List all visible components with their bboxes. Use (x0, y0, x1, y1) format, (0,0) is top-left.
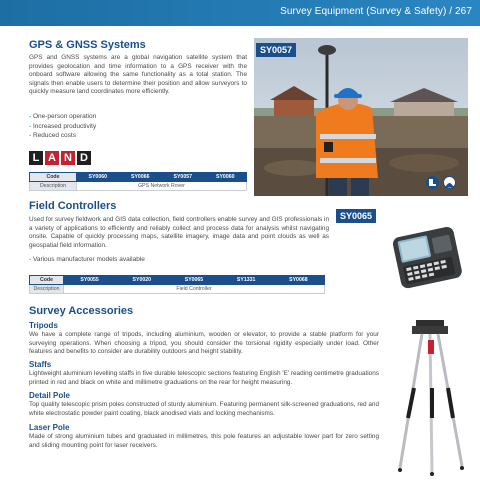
product-description: GPS Network Rover (77, 182, 247, 191)
product-code: SY0057 (162, 173, 205, 182)
tripods-title: Tripods (29, 321, 58, 330)
hard-hat-icon (443, 176, 456, 189)
staffs-text: Lightweight aluminium levelling staffs in five durable telescopic sections featuring English 'E' reading centimetre graduations printed in red and black on white and millimetre graduations on the rear for height measuring. (29, 370, 379, 386)
gnss-bullet: - Reduced costs (29, 131, 96, 141)
field-controller-illustration (380, 222, 470, 290)
field-heading: Field Controllers (29, 200, 117, 212)
product-code: SY0065 (168, 276, 220, 285)
field-bullets (29, 255, 145, 265)
gnss-heading: GPS & GNSS Systems (29, 39, 146, 51)
tripod-photo (388, 318, 472, 478)
field-code-table (29, 275, 325, 294)
gnss-image-code: SY0057 (256, 43, 296, 57)
land-logo-letter: L (29, 151, 43, 165)
product-code: SY0060 (204, 173, 247, 182)
product-description: Field Controller (64, 285, 325, 294)
field-body: Used for survey fieldwork and GIS data collection, field controllers enable survey and GIS professionals in a variety of applications to efficiently and reliably collect and process data for analysis whilst navigating onsite. Capable of quickly processing maps, satellite imagery, image data and point clouds as well as geospatial field information. (29, 216, 329, 249)
land-logo-letter: A (45, 151, 59, 165)
safety-boot-icon (426, 176, 439, 189)
gnss-bullet: - One-person operation (29, 112, 96, 122)
gnss-bullets (29, 112, 96, 141)
product-code: SY0068 (272, 276, 324, 285)
product-code: SY0066 (119, 173, 162, 182)
gnss-code-table (29, 172, 247, 191)
land-logo (29, 151, 91, 165)
tripods-text: We have a complete range of tripods, including aluminium, wooden or elevator, to provide a stable platform for your surveying operations. When choosing a tripod, you should consider the torsional rigidity especially under load. Other features and benefits to consider are durability outdoors and height stability. (29, 331, 379, 356)
gnss-body: GPS and GNSS systems are a global navigation satellite system that provides geolocation and time information to a GPS receiver with the onboard software allowing the same functionality as a total station. The signals then enable users to determine their position and allow surveyors to quickly measure land coordinates more efficiently. (29, 54, 247, 96)
product-code: SY0020 (116, 276, 168, 285)
field-controller-photo (380, 222, 470, 290)
product-code: SY0055 (64, 276, 116, 285)
gnss-bullet: - Increased productivity (29, 122, 96, 132)
tripod-illustration (388, 318, 472, 478)
description-label: Description (30, 182, 77, 191)
land-logo-letter: N (61, 151, 75, 165)
land-logo-letter: D (77, 151, 91, 165)
accessories-heading: Survey Accessories (29, 305, 134, 317)
page-header-band (0, 0, 480, 26)
gnss-rover-photo (254, 38, 468, 196)
staffs-title: Staffs (29, 360, 52, 369)
code-label: Code (30, 276, 64, 285)
laser-pole-text: Made of strong aluminium tubes and graduated in millimetres, this pole features an adjustable lower part for zero setting and sliding mounting point for laser receivers. (29, 433, 379, 449)
code-label: Code (30, 173, 77, 182)
page-header-title: Survey Equipment (Survey & Safety) / 267 (280, 6, 472, 17)
product-code: SY0060 (77, 173, 120, 182)
detail-pole-text: Top quality telescopic prism poles constructed of sturdy aluminium. Featuring permanent silk-screened graduations, red and white electrostatic powder paint coating, black anodised vials and locking mechanisms. (29, 401, 379, 417)
field-bullet: - Various manufacturer models available (29, 255, 145, 265)
laser-pole-title: Laser Pole (29, 423, 70, 432)
field-image-code: SY0065 (336, 209, 376, 223)
surveyor-illustration (254, 38, 468, 196)
product-code: SY1331 (220, 276, 272, 285)
description-label: Description (30, 285, 64, 294)
detail-pole-title: Detail Pole (29, 391, 70, 400)
